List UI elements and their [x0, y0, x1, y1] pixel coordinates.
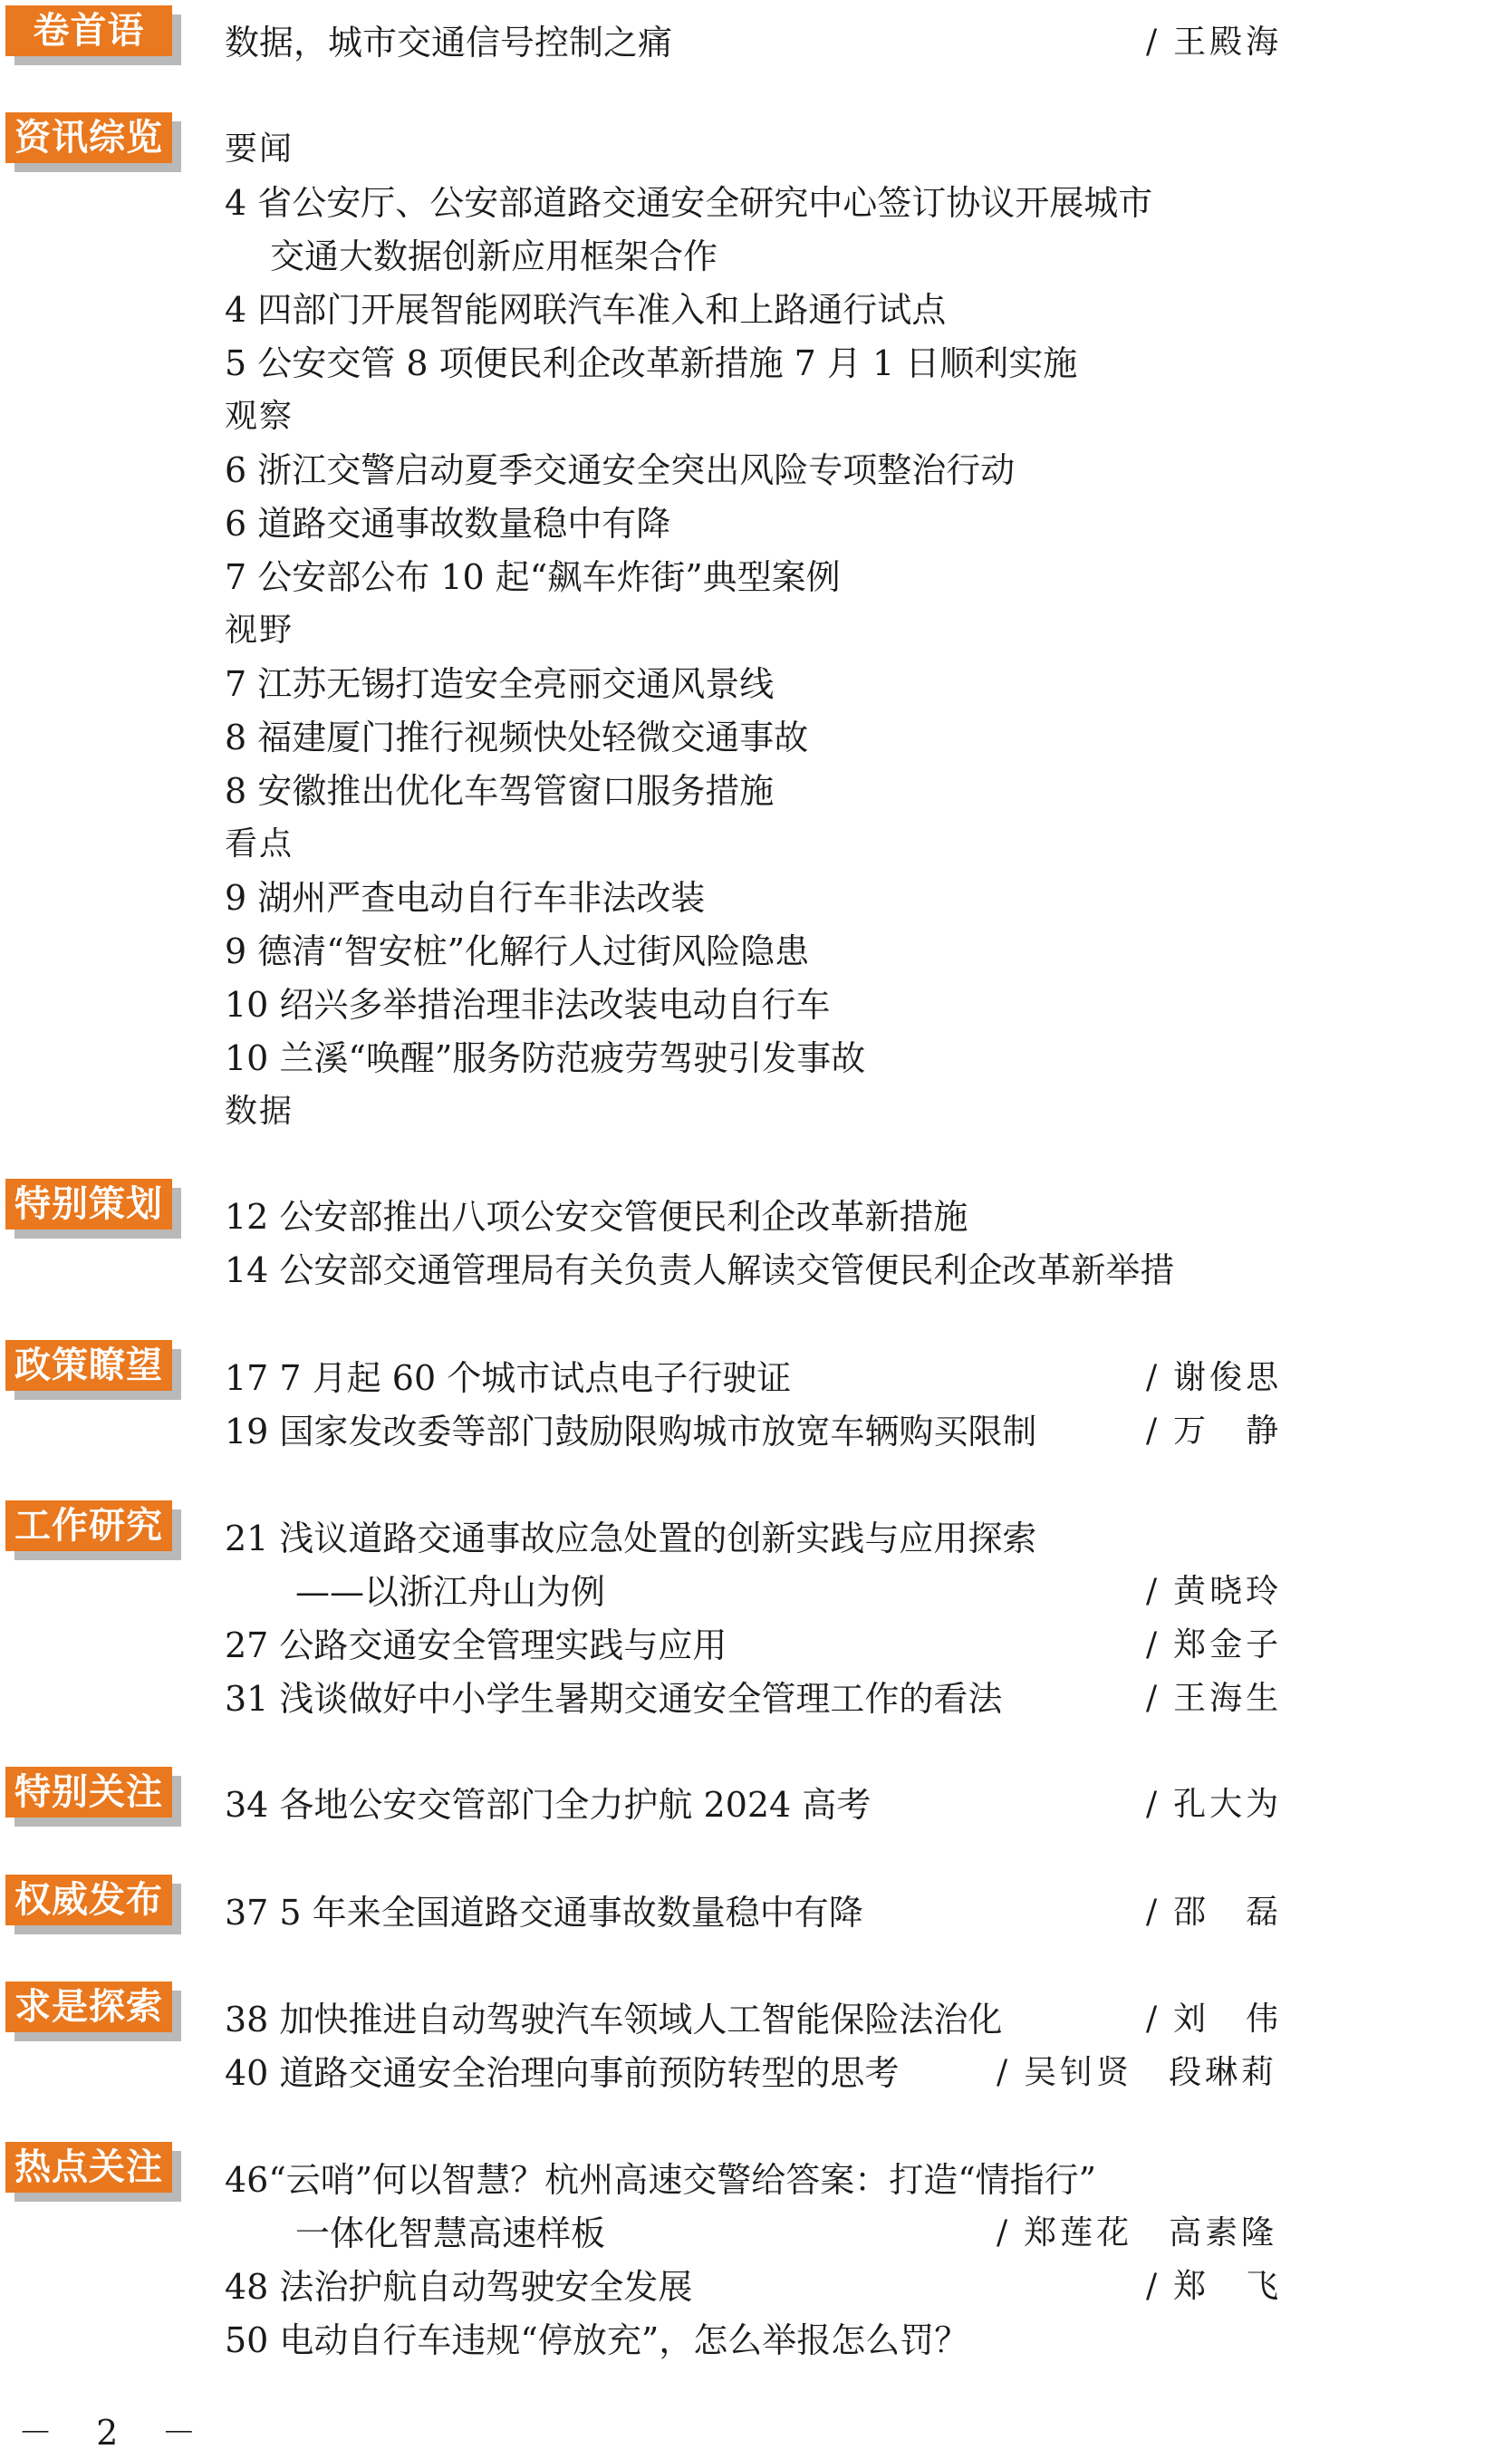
toc-entry[interactable]: 37 5 年来全国道路交通事故数量稳中有降 — [225, 1893, 863, 1933]
author: / 黄晓玲 — [1146, 1573, 1283, 1610]
section-tag-label: 热点关注 — [5, 2142, 172, 2193]
section-tag-label: 特别关注 — [5, 1767, 172, 1818]
toc-entry[interactable]: 6 道路交通事故数量稳中有降 — [225, 504, 671, 544]
section-tag-label: 特别策划 — [5, 1179, 172, 1230]
toc-entry[interactable]: 50 电动自行车违规“停放充”，怎么举报怎么罚？ — [225, 2320, 969, 2360]
toc-entry[interactable]: 6 浙江交警启动夏季交通安全突出风险专项整治行动 — [225, 450, 1016, 490]
author: / 吴钊贤 段琳莉 — [997, 2054, 1278, 2091]
subsection-label: 数据 — [225, 1093, 294, 1130]
section-tag-label: 工作研究 — [5, 1500, 172, 1551]
author: / 孔大为 — [1146, 1786, 1283, 1823]
toc-entry-continuation[interactable]: ——以浙江舟山为例 — [295, 1572, 606, 1612]
toc-entry[interactable]: 27 公路交通安全管理实践与应用 — [225, 1625, 727, 1665]
subsection-label: 要闻 — [225, 130, 294, 168]
toc-entry[interactable]: 7 江苏无锡打造安全亮丽交通风景线 — [225, 664, 775, 704]
toc-entry[interactable]: 46“云哨”何以智慧？杭州高速交警给答案：打造“情指行” — [225, 2160, 1097, 2200]
toc-entry[interactable]: 40 道路交通安全治理向事前预防转型的思考 — [225, 2053, 900, 2093]
toc-entry[interactable]: 34 各地公安交管部门全力护航 2024 高考 — [225, 1785, 872, 1825]
section-tag — [5, 1179, 172, 1230]
toc-entry[interactable]: 4 四部门开展智能网联汽车准入和上路通行试点 — [225, 290, 947, 330]
toc-entry[interactable]: 8 安徽推出优化车驾管窗口服务措施 — [225, 771, 775, 811]
toc-entry[interactable]: 9 湖州严查电动自行车非法改装 — [225, 878, 706, 918]
page-number: － 2 － — [18, 2413, 213, 2453]
author: / 谢俊思 — [1146, 1359, 1283, 1396]
section-tag — [5, 1340, 172, 1391]
section-tag — [5, 1500, 172, 1551]
author: / 郑莲花 高素隆 — [997, 2214, 1278, 2252]
subsection-label: 观察 — [225, 398, 294, 435]
author: / 郑金子 — [1146, 1626, 1283, 1663]
toc-entry[interactable]: 38 加快推进自动驾驶汽车领域人工智能保险法治化 — [225, 2000, 1003, 2040]
section-tag — [5, 1875, 172, 1925]
toc-entry[interactable]: 10 兰溪“唤醒”服务防范疲劳驾驶引发事故 — [225, 1038, 866, 1078]
section-tag — [5, 1982, 172, 2032]
toc-entry[interactable]: 21 浅议道路交通事故应急处置的创新实践与应用探索 — [225, 1519, 1037, 1558]
author: / 万 静 — [1146, 1413, 1283, 1450]
toc-entry[interactable]: 12 公安部推出八项公安交管便民利企改革新措施 — [225, 1197, 968, 1237]
author: / 邵 磊 — [1146, 1894, 1283, 1931]
toc-entry[interactable]: 17 7 月起 60 个城市试点电子行驶证 — [225, 1358, 792, 1398]
toc-entry-continuation[interactable]: 交通大数据创新应用框架合作 — [270, 236, 718, 276]
toc-entry[interactable]: 9 德清“智安桩”化解行人过街风险隐患 — [225, 931, 810, 971]
author: / 王海生 — [1146, 1680, 1283, 1717]
section-tag-label: 卷首语 — [5, 5, 172, 56]
toc-entry[interactable]: 19 国家发改委等部门鼓励限购城市放宽车辆购买限制 — [225, 1412, 1037, 1451]
author: / 郑 飞 — [1146, 2268, 1283, 2305]
subsection-label: 视野 — [225, 612, 294, 649]
section-tag-label: 求是探索 — [5, 1982, 172, 2032]
author: / 刘 伟 — [1146, 2001, 1283, 2038]
toc-entry[interactable]: 14 公安部交通管理局有关负责人解读交管便民利企改革新举措 — [225, 1250, 1175, 1290]
section-tag — [5, 112, 172, 163]
section-tag-label: 权威发布 — [5, 1875, 172, 1925]
toc-entry[interactable]: 数据，城市交通信号控制之痛 — [225, 23, 673, 63]
subsection-label: 看点 — [225, 825, 294, 863]
toc-entry[interactable]: 31 浅谈做好中小学生暑期交通安全管理工作的看法 — [225, 1679, 1003, 1719]
author: / 王殿海 — [1146, 24, 1283, 61]
toc-entry[interactable]: 4 省公安厅、公安部道路交通安全研究中心签订协议开展城市 — [225, 183, 1153, 223]
section-tag — [5, 5, 172, 56]
section-tag — [5, 1767, 172, 1818]
section-tag-label: 资讯综览 — [5, 112, 172, 163]
section-tag — [5, 2142, 172, 2193]
toc-entry[interactable]: 7 公安部公布 10 起“飙车炸街”典型案例 — [225, 557, 841, 597]
toc-entry[interactable]: 8 福建厦门推行视频快处轻微交通事故 — [225, 718, 809, 757]
toc-entry[interactable]: 10 绍兴多举措治理非法改装电动自行车 — [225, 985, 831, 1025]
toc-entry[interactable]: 5 公安交管 8 项便民利企改革新措施 7 月 1 日顺利实施 — [225, 343, 1078, 383]
toc-entry[interactable]: 48 法治护航自动驾驶安全发展 — [225, 2267, 693, 2307]
toc-entry-continuation[interactable]: 一体化智慧高速样板 — [295, 2213, 606, 2253]
section-tag-label: 政策瞭望 — [5, 1340, 172, 1391]
